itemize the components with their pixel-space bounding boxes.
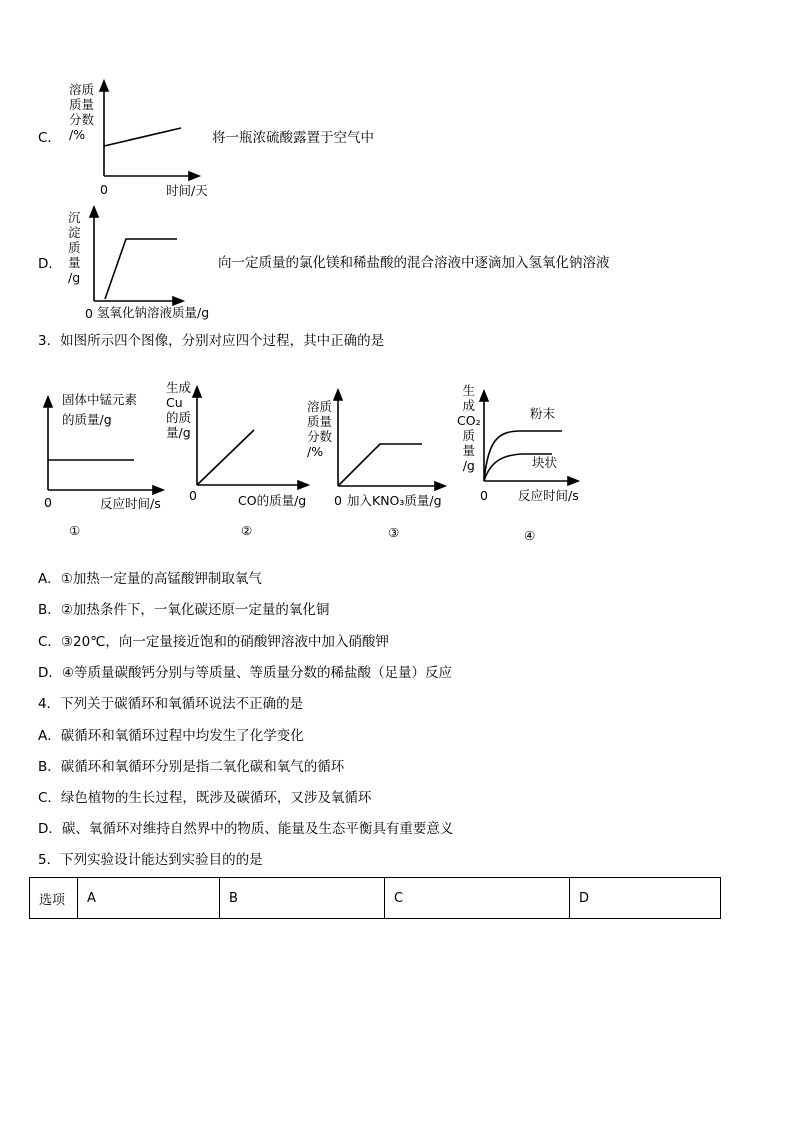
question-5-stem: 5．下列实验设计能达到实验目的的是 (38, 852, 263, 868)
graph-3-ylabel: 溶质 质量 分数 /% (307, 399, 333, 459)
graph-3-number: ③ (388, 525, 400, 540)
option-d-ylabel: 沉 淀 质 量 /g (68, 210, 81, 285)
graph-1-xlabel: 反应时间/s (100, 496, 161, 511)
graph-1-number: ① (69, 523, 81, 538)
graph-4-xlabel: 反应时间/s (518, 488, 579, 503)
graph-4-number: ④ (524, 528, 536, 543)
graph-3-xlabel: 加入KNO₃质量/g (347, 493, 442, 508)
graph-1-origin: 0 (44, 495, 52, 510)
option-d-origin: 0 (85, 306, 93, 321)
question-3-stem: 3．如图所示四个图像，分别对应四个过程，其中正确的是 (38, 333, 385, 349)
graph-2-ylabel: 生成 Cu 的质 量/g (166, 380, 192, 440)
question-3-option-b: B．②加热条件下，一氧化碳还原一定量的氧化铜 (38, 602, 330, 618)
graph-4 (0, 0, 600, 500)
table-cell-a: A (78, 878, 220, 919)
graph-1-ylabel: 固体中锰元素 的质量/g (62, 392, 138, 427)
option-c-label: C． (38, 130, 61, 146)
table-cell-c: C (385, 878, 570, 919)
table-cell-b: B (220, 878, 385, 919)
graph-4-origin: 0 (480, 488, 488, 503)
question-4-option-b: B．碳循环和氧循环分别是指二氧化碳和氧气的循环 (38, 759, 345, 775)
question-3-option-c: C．③20℃，向一定量接近饱和的硝酸钾溶液中加入硝酸钾 (38, 634, 389, 650)
table-cell-d: D (570, 878, 721, 919)
question-4-stem: 4．下列关于碳循环和氧循环说法不正确的是 (38, 696, 304, 712)
table-row (30, 878, 721, 919)
graph-4-lump-label: 块状 (532, 455, 558, 470)
option-c-ylabel: 溶质 质量 分数 /% (69, 82, 95, 142)
table-cell-option: 选项 (30, 878, 78, 919)
graph-4-powder-label: 粉末 (530, 406, 556, 421)
graph-2-origin: 0 (189, 488, 197, 503)
graph-2-number: ② (241, 523, 253, 538)
option-d-label: D． (38, 256, 62, 272)
question-4-option-c: C．绿色植物的生长过程，既涉及碳循环，又涉及氧循环 (38, 790, 372, 806)
option-c-xlabel: 时间/天 (166, 183, 208, 198)
graph-4-ylabel: 生 成 CO₂ 质 量 /g (457, 383, 481, 473)
question-4-option-d: D．碳、氧循环对维持自然界中的物质、能量及生态平衡具有重要意义 (38, 821, 454, 837)
option-d-xlabel: 氢氧化钠溶液质量/g (97, 305, 210, 320)
graph-2-xlabel: CO的质量/g (238, 493, 307, 508)
question-5-table (29, 877, 721, 919)
question-4-option-a: A．碳循环和氧循环过程中均发生了化学变化 (38, 728, 304, 744)
option-c-description: 将一瓶浓硫酸露置于空气中 (212, 130, 374, 146)
graph-3-origin: 0 (334, 493, 342, 508)
option-c-origin: 0 (100, 182, 108, 197)
option-d-description: 向一定质量的氯化镁和稀盐酸的混合溶液中逐滴加入氢氧化钠溶液 (218, 255, 610, 271)
question-3-option-d: D．④等质量碳酸钙分别与等质量、等质量分数的稀盐酸（足量）反应 (38, 665, 452, 681)
question-3-option-a: A．①加热一定量的高锰酸钾制取氧气 (38, 571, 262, 587)
